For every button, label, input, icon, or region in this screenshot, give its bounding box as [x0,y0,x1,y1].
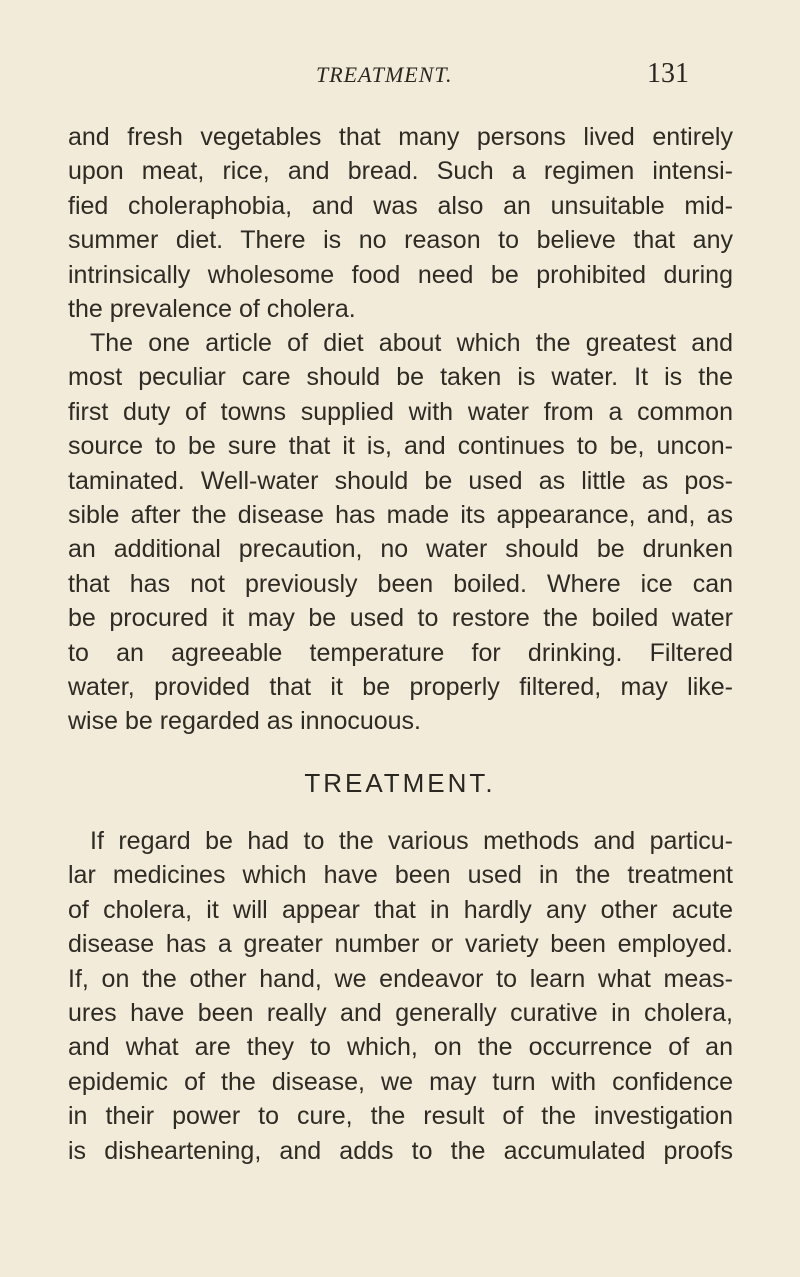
text-line: be procured it may be used to restore the boiled water [68,604,733,633]
running-head [0,58,800,102]
section-heading: TREATMENT. [304,768,496,798]
text-line: wise be regarded as innocuous. [68,707,422,736]
text-line: to an agreeable temperature for drinking. Filtered [68,638,733,667]
text-line: of cholera, it will appear that in hardly any other acute [68,895,733,924]
text-line: sible after the disease has made its appearance, and, as [68,501,733,530]
text-line: and what are they to which, on the occurrence of an [68,1033,733,1062]
text-line: first duty of towns supplied with water from a common [68,397,733,426]
paragraph-continuation [68,120,733,326]
text-line: summer diet. There is no reason to believe that any [68,226,733,255]
paragraph-treatment [68,824,733,1168]
text-line: ures have been really and generally curative in cholera, [68,999,733,1028]
page-number: 131 [647,58,689,89]
text-line: and fresh vegetables that many persons lived entirely [68,123,733,151]
text-line: If regard be had to the various methods and particu- [90,827,733,855]
text-line: The one article of diet about which the greatest and [90,329,733,357]
text-line: intrinsically wholesome food need be prohibited during [68,260,733,289]
text-line: epidemic of the disease, we may turn with confidence [68,1067,733,1096]
text-line: the prevalence of cholera. [68,295,356,324]
text-line: is disheartening, and adds to the accumulated proofs [68,1136,733,1165]
text-line: If, on the other hand, we endeavor to learn what meas- [68,964,733,993]
text-line: that has not previously been boiled. Where ice can [68,569,733,598]
text-line: taminated. Well-water should be used as little as pos- [68,466,733,495]
text-line: source to be sure that it is, and continues to be, uncon- [68,432,733,461]
text-line: upon meat, rice, and bread. Such a regimen intensi- [68,157,733,186]
running-title: TREATMENT. [316,62,453,87]
text-line: disease has a greater number or variety been employed. [68,930,733,959]
text-line: water, provided that it be properly filtered, may like- [68,673,733,702]
text-line: in their power to cure, the result of the investigation [68,1102,733,1131]
text-line: an additional precaution, no water should be drunken [68,535,733,564]
paragraph-water [68,326,733,739]
text-line: most peculiar care should be taken is water. It is the [68,363,733,392]
text-line: fied choleraphobia, and was also an unsuitable mid- [68,191,733,220]
text-line: lar medicines which have been used in the treatment [68,861,733,890]
